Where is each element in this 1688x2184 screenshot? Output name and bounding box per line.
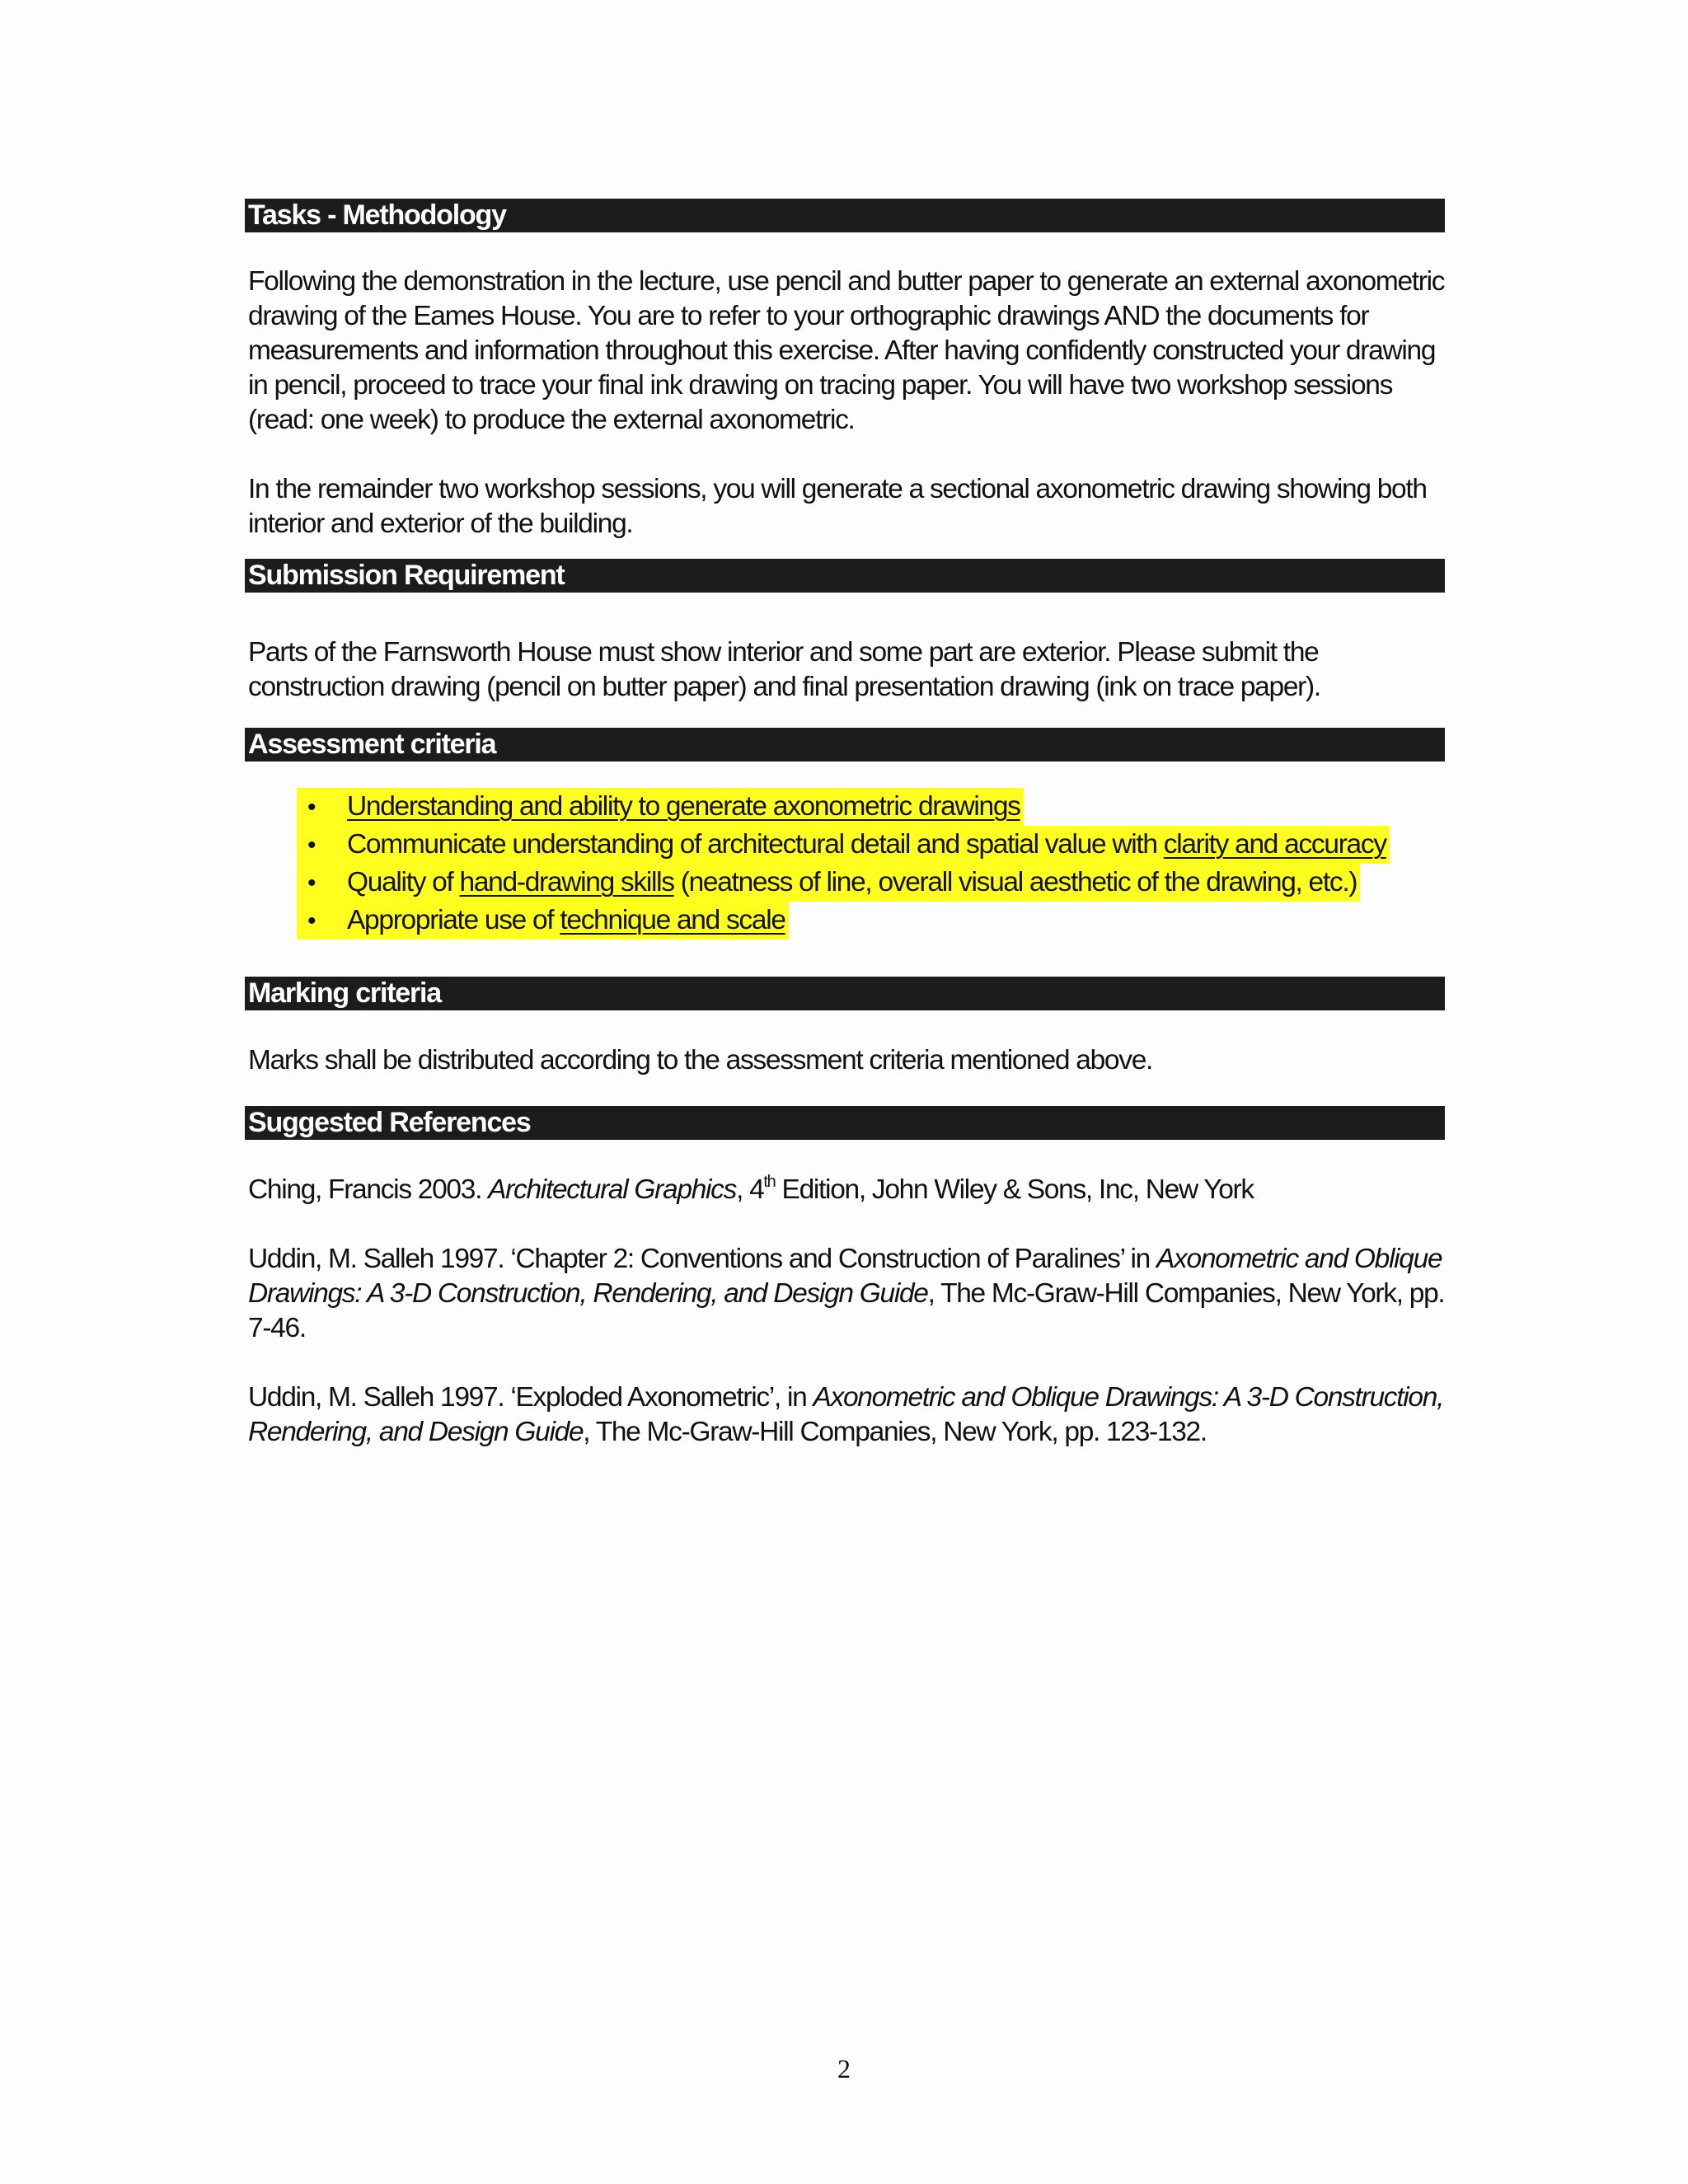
text-line: In the remainder two workshop sessions, you will generate a sectional axonometric drawing showing both — [248, 474, 1427, 504]
book-title: Architectural Graphics — [488, 1174, 737, 1205]
highlight — [297, 902, 789, 940]
bullet-icon: • — [307, 832, 316, 859]
item-text: Communicate understanding of architectural detail and spatial value with — [347, 829, 1164, 860]
text-line: Following the demonstration in the lecture, use pencil and butter paper to generate an external axonometric — [248, 266, 1445, 297]
tasks-paragraph-1 — [248, 265, 1445, 438]
text-line: interior and exterior of the building. — [248, 509, 633, 539]
submission-paragraph — [248, 635, 1445, 705]
highlight — [297, 864, 1360, 902]
reference-2 — [248, 1242, 1445, 1346]
reference-1 — [248, 1173, 1445, 1207]
bullet-icon: • — [307, 794, 316, 821]
text-line: Marks shall be distributed according to the assessment criteria mentioned above. — [248, 1045, 1153, 1076]
book-title: Rendering, and Design Guide — [248, 1417, 584, 1447]
text-line: Uddin, M. Salleh 1997. ‘Exploded Axonometric’, in Axonometric and Oblique Drawings: A 3-D Construction, — [248, 1382, 1444, 1413]
book-title: Axonometric and Oblique Drawings: A 3-D Construction, — [813, 1382, 1444, 1413]
list-item — [297, 826, 1445, 864]
text-line: Rendering, and Design Guide, The Mc-Graw-Hill Companies, New York, pp. 123-132. — [248, 1417, 1207, 1447]
text-line: construction drawing (pencil on butter paper) and final presentation drawing (ink on trace paper). — [248, 672, 1320, 702]
text-line: 7-46. — [248, 1313, 306, 1343]
highlight — [297, 788, 1024, 826]
book-title: Drawings: A 3-D Construction, Rendering, and Design Guide — [248, 1278, 928, 1309]
bullet-icon: • — [307, 869, 316, 897]
assessment-list — [297, 788, 1445, 940]
bullet-icon: • — [307, 907, 316, 935]
item-underlined-text: technique and scale — [560, 905, 785, 935]
submission-heading: Submission Requirement — [245, 559, 1445, 593]
page-number: 2 — [837, 2054, 851, 2083]
item-text: Quality of — [347, 867, 460, 898]
item-underlined-text: hand-drawing skills — [459, 867, 674, 898]
item-underlined-text: Understanding and ability to generate axonometric drawings — [347, 791, 1020, 822]
references-heading: Suggested References — [245, 1106, 1445, 1140]
text-line: Uddin, M. Salleh 1997. ‘Chapter 2: Conventions and Construction of Paralines’ in Axonometric and Oblique — [248, 1244, 1442, 1274]
text-line: Ching, Francis 2003. Architectural Graphics, 4th Edition, John Wiley & Sons, Inc, New York — [248, 1173, 1254, 1205]
text-line: Drawings: A 3-D Construction, Rendering, and Design Guide, The Mc-Graw-Hill Companies, New York, pp. — [248, 1278, 1445, 1309]
marking-heading: Marking criteria — [245, 977, 1445, 1010]
item-text: Appropriate use of — [347, 905, 560, 935]
tasks-paragraph-2 — [248, 472, 1445, 541]
text-line: (read: one week) to produce the external axonometric. — [248, 405, 855, 435]
list-item — [297, 788, 1445, 826]
text-line: measurements and information throughout this exercise. After having confidently constructed your drawing — [248, 335, 1436, 366]
assessment-heading: Assessment criteria — [245, 728, 1445, 762]
marking-paragraph — [248, 1043, 1445, 1078]
list-item — [297, 902, 1445, 940]
text-line: in pencil, proceed to trace your final ink drawing on tracing paper. You will have two workshop sessions — [248, 370, 1393, 401]
tasks-heading: Tasks - Methodology — [245, 199, 1445, 232]
highlight — [297, 826, 1390, 864]
list-item — [297, 864, 1445, 902]
text-line: drawing of the Eames House. You are to refer to your orthographic drawings AND the documents for — [248, 301, 1369, 331]
page-content — [245, 199, 1445, 1450]
book-title: Axonometric and Oblique — [1156, 1244, 1442, 1274]
item-text: (neatness of line, overall visual aesthetic of the drawing, etc.) — [673, 867, 1357, 898]
item-underlined-text: clarity and accuracy — [1163, 829, 1386, 860]
reference-3 — [248, 1380, 1445, 1450]
text-line: Parts of the Farnsworth House must show interior and some part are exterior. Please submit the — [248, 637, 1319, 668]
